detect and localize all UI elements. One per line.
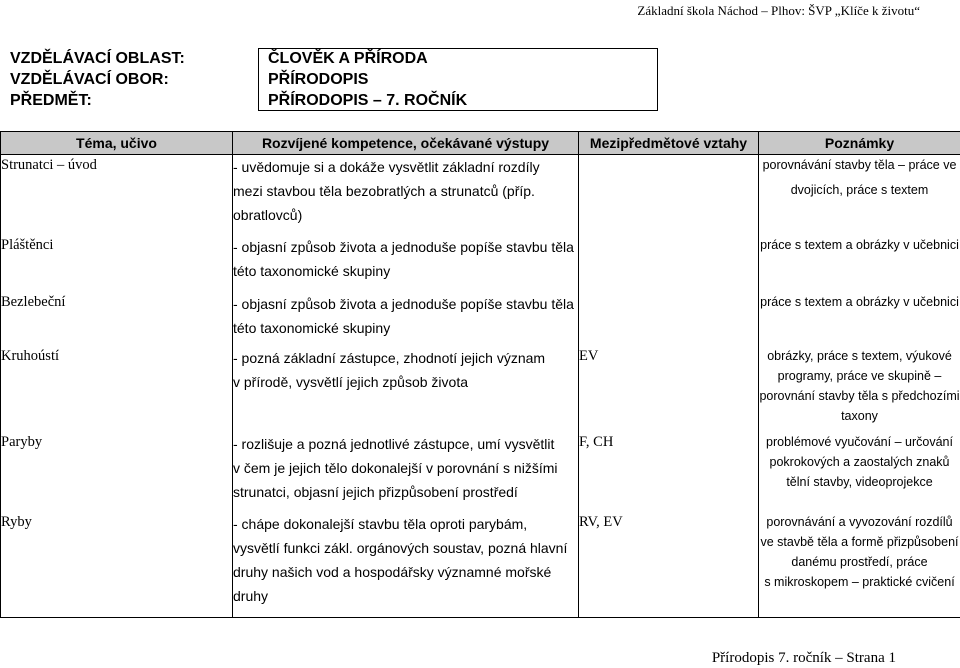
table-row bbox=[1, 512, 960, 618]
competence-cell bbox=[233, 512, 579, 618]
topic-cell: Pláštěnci bbox=[1, 235, 233, 292]
competence-line: této taxonomické skupiny bbox=[233, 262, 391, 279]
relations-cell bbox=[579, 292, 759, 346]
note-line: danému prostředí, práce bbox=[791, 554, 928, 569]
note-line: práce s textem a obrázky v učebnici bbox=[760, 237, 959, 252]
competence-line: druhy našich vod a hospodářsky významné mořské bbox=[233, 563, 552, 580]
topic-cell: Ryby bbox=[1, 512, 233, 618]
competence-cell bbox=[233, 155, 579, 235]
field-label: VZDĚLÁVACÍ OBOR: bbox=[10, 71, 169, 88]
table-header-row bbox=[1, 132, 960, 155]
note-line: porovnávání stavby těla – práce ve bbox=[762, 158, 957, 172]
note-line: porovnávání a vyvozování rozdílů bbox=[766, 514, 953, 529]
table-row bbox=[1, 235, 960, 292]
subject-info bbox=[10, 48, 650, 111]
competence-line: druhy bbox=[233, 587, 269, 604]
note-cell bbox=[759, 432, 960, 512]
relations-cell: F, CH bbox=[579, 432, 759, 512]
subject-info-box bbox=[258, 48, 658, 111]
topic-cell: Paryby bbox=[1, 432, 233, 512]
note-cell bbox=[759, 512, 960, 618]
field-value: PŘÍRODOPIS bbox=[268, 71, 369, 88]
competence-line: - rozlišuje a pozná jednotlivé zástupce, umí vysvětlit bbox=[233, 435, 555, 452]
competence-cell bbox=[233, 346, 579, 432]
table-row bbox=[1, 432, 960, 512]
table-row bbox=[1, 346, 960, 432]
curriculum-table bbox=[0, 131, 960, 618]
relations-cell: RV, EV bbox=[579, 512, 759, 618]
note-line: tělní stavby, videoprojekce bbox=[786, 474, 933, 489]
table-row bbox=[1, 155, 960, 235]
note-line: porovnání stavby těla s předchozími bbox=[759, 388, 960, 403]
column-header-notes: Poznámky bbox=[759, 132, 960, 155]
subject-value: PŘÍRODOPIS – 7. ROČNÍK bbox=[268, 92, 468, 109]
competence-cell bbox=[233, 292, 579, 346]
note-line: obrázky, práce s textem, výukové bbox=[767, 348, 952, 363]
topic-cell: Strunatci – úvod bbox=[1, 155, 233, 235]
note-cell bbox=[759, 235, 960, 292]
note-cell bbox=[759, 292, 960, 346]
competence-line: - chápe dokonalejší stavbu těla oproti parybám, bbox=[233, 515, 528, 532]
note-line: problémové vyučování – určování bbox=[766, 434, 953, 449]
page-footer: Přírodopis 7. ročník – Strana 1 bbox=[711, 650, 896, 666]
note-cell bbox=[759, 346, 960, 432]
competence-line: mezi stavbou těla bezobratlých a strunatců (příp. bbox=[233, 183, 535, 199]
note-line: pokrokových a zaostalých znaků bbox=[769, 454, 950, 469]
competence-line: obratlovců) bbox=[233, 207, 303, 223]
document-header: Základní škola Náchod – Plhov: ŠVP „Klíče k životu“ bbox=[637, 3, 920, 18]
note-line: s mikroskopem – praktické cvičení bbox=[764, 574, 955, 589]
subject-label: PŘEDMĚT: bbox=[10, 92, 92, 109]
note-line: ve stavbě těla a formě přizpůsobení bbox=[760, 534, 959, 549]
competence-line: v čem je jejich tělo dokonalejší v porovnání s nižšími bbox=[233, 459, 558, 476]
note-cell bbox=[759, 155, 960, 235]
column-header-topic: Téma, učivo bbox=[1, 132, 233, 155]
competence-line: vysvětlí funkci zákl. orgánových soustav, pozná hlavní bbox=[233, 539, 568, 556]
column-header-competences: Rozvíjené kompetence, očekávané výstupy bbox=[233, 132, 579, 155]
area-label: VZDĚLÁVACÍ OBLAST: bbox=[10, 50, 185, 67]
note-line: taxony bbox=[841, 408, 878, 423]
area-value: ČLOVĚK A PŘÍRODA bbox=[268, 50, 428, 67]
competence-line: strunatci, objasní jejich přizpůsobení prostředí bbox=[233, 483, 518, 500]
topic-cell: Kruhoústí bbox=[1, 346, 233, 432]
competence-cell bbox=[233, 235, 579, 292]
topic-cell: Bezlebeční bbox=[1, 292, 233, 346]
competence-line: - objasní způsob života a jednoduše popíše stavbu těla bbox=[233, 238, 574, 255]
relations-cell bbox=[579, 235, 759, 292]
note-line: programy, práce ve skupině – bbox=[777, 368, 942, 383]
competence-line: této taxonomické skupiny bbox=[233, 319, 391, 336]
note-line: dvojicích, práce s textem bbox=[790, 183, 929, 197]
table-row bbox=[1, 292, 960, 346]
column-header-relations: Mezipředmětové vztahy bbox=[579, 132, 759, 155]
competence-line: - pozná základní zástupce, zhodnotí jejich význam bbox=[233, 349, 546, 366]
competence-line: v přírodě, vysvětlí jejich způsob života bbox=[233, 373, 468, 390]
competence-line: - uvědomuje si a dokáže vysvětlit základní rozdíly bbox=[233, 159, 540, 175]
competence-line: - objasní způsob života a jednoduše popíše stavbu těla bbox=[233, 295, 574, 312]
note-line: práce s textem a obrázky v učebnici bbox=[760, 294, 959, 309]
relations-cell bbox=[579, 155, 759, 235]
competence-cell bbox=[233, 432, 579, 512]
relations-cell: EV bbox=[579, 346, 759, 432]
